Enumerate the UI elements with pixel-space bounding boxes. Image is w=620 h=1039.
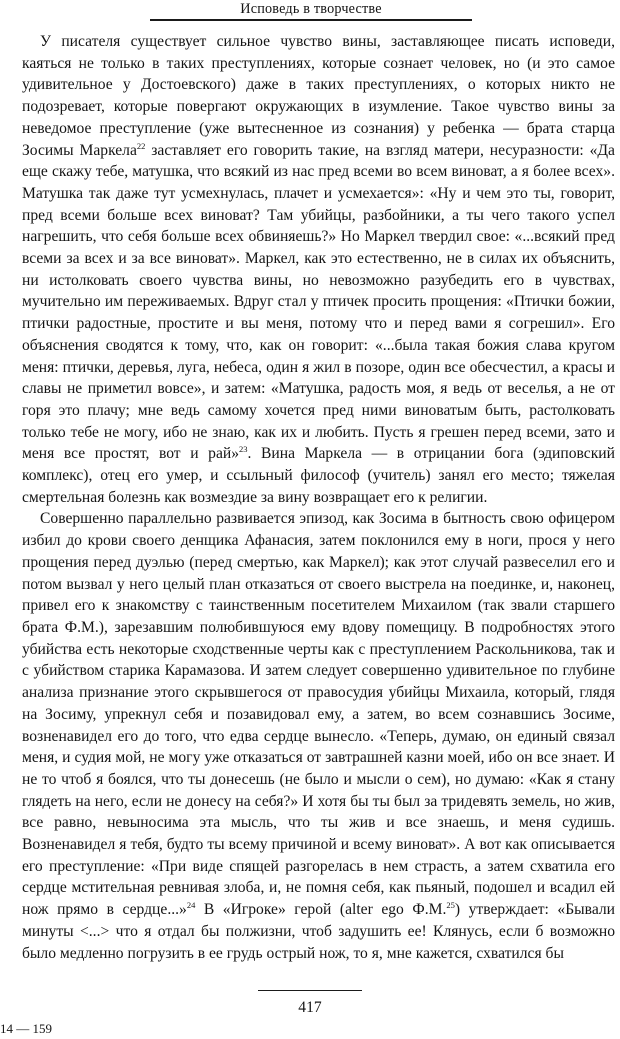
page-number: 417 xyxy=(298,999,322,1016)
paragraph-1-text-1: У писателя существует сильное чувство вины, заставляющее писать исповеди, каяться не только в таких преступлениях, которые сознает человек, но (и это самое удивительное у Достоевского) даже в таких преступлениях, о которых никто не подозревает, которые повергают окружающих в изумление. Такое чувство вины за неведомое преступление (уже вытесненное из сознания) у ребенка — брата старца Зосимы Маркела xyxy=(22,33,615,159)
paragraph-1-text-3: . Вина Маркела — в отрицании бога (эдиповский комплекс), отец его умер, и ссыльный философ (учитель) занял его место; тяжелая смертельная болезнь как возмездие за вину возвращает его к религии. xyxy=(22,445,615,506)
running-head: Исповедь в творчестве xyxy=(240,1,382,17)
paragraph-1-text-2: заставляет его говорить такие, на взгляд матери, несуразности: «Да еще скажу тебе, матушка, что всякий из нас пред всеми во всем виноват, а я более всех». Матушка так даже тут усмехнулась, плачет и усмехается»: «Ну и чем это ты, говорит, пред всеми больше всех виноват? Там убийцы, разбойники, а ты чего такого успел нагрешить, что себя больше всех обвиняешь?» Но Маркел твердил свое: «...всякий пред всеми за всех и за все виноват». Маркел, как это естественно, не в силах их объяснить, ни истолковать своего чувства вины, но невозможно разубедить его в чувствах, мучительно им переживаемых. Вдруг стал у птичек просить прощения: «Птички божии, птички радостные, простите и вы меня, потому что и перед вами я согрешил». Его объяснения сводятся к тому, что, как он говорит: «...была такая божия слава кругом меня: птички, деревья, луга, небеса, один я жил в позоре, один все обесчестил, а красы и славы не приметил вовсе», и затем: «Матушка, радость моя, я ведь от веселья, а не от горя это плачу; мне ведь самому хочется пред ними виноватым быть, растолковать только тебе не могу, ибо не знаю, как их и любить. Пусть я грешен перед всеми, зато и меня все простят, вот и рай» xyxy=(22,141,615,463)
paragraph-2 xyxy=(22,508,615,964)
footnote-ref-22: 22 xyxy=(136,140,146,151)
footnote-ref-23: 23 xyxy=(239,444,248,455)
header-rule xyxy=(150,19,472,21)
paragraph-1 xyxy=(22,31,615,508)
paragraph-2-text-1: Совершенно параллельно развивается эпизод, как Зосима в бытность свою офицером избил до крови своего денщика Афанасия, затем поклонился ему в ноги, прося у него прощения перед дуэлью (перед смертью, как Маркел); как этот случай развеселил его и потом вызвал у него целый план отказаться от своего выстрела на поединке, и, наконец, привел его к знакомству с таинственным посетителем Михаилом (так звали старшего брата Ф.М.), зарезавшим полюбившуюся ему вдову помещицу. В подробностях этого убийства есть некоторые сходственные черты как с преступлением Раскольникова, так и с убийством старика Карамазова. И затем следует совершенно удивительное по глубине анализа признание этого скрывшегося от правосудия убийцы Михаила, который, глядя на Зосиму, упрекнул себя и позавидовал ему, а затем, во всем сознавшись Зосиме, возненавидел его до того, что едва сердце вынесло. «Теперь, думаю, он единый связал меня, и судия мой, не могу уже отказаться от завтрашней казни моей, ибо он все знает. И не то чтоб я боялся, что ты донесешь (не было и мысли о сем), но думаю: «Как я стану глядеть на него, если не донесу на себя?» И хотя бы ты был за тридевять земель, но жив, все равно, невыносима эта мысль, что ты жив и все знаешь, и меня судишь. Возненавидел я тебя, будто ты всему причиной и всему виноват». А вот как описывается его преступление: «При виде спящей разгорелась в нем страсть, а затем схватила его сердце мстительная ревнивая злоба, и, не помня себя, как пьяный, подошел и всадил ей нож прямо в сердце...» xyxy=(22,510,615,919)
paragraph-2-text-2: В «Игроке» герой (alter ego Ф.М. xyxy=(195,901,447,919)
body-text xyxy=(22,31,615,964)
paragraph-2-text-3: ) утверждает: «Бывали минуты <...> что я отдал бы полжизни, чтоб задушить ее! Клянусь, если б возможно было медленно погрузить в ее грудь острый нож, то я, мне кажется, схватился бы xyxy=(22,901,616,962)
footer-rule xyxy=(258,990,362,991)
footnote-ref-25: 25 xyxy=(446,899,455,910)
signature-mark: 14 — 159 xyxy=(0,1021,52,1036)
page-header xyxy=(150,0,472,21)
footnote-ref-24: 24 xyxy=(186,899,196,910)
